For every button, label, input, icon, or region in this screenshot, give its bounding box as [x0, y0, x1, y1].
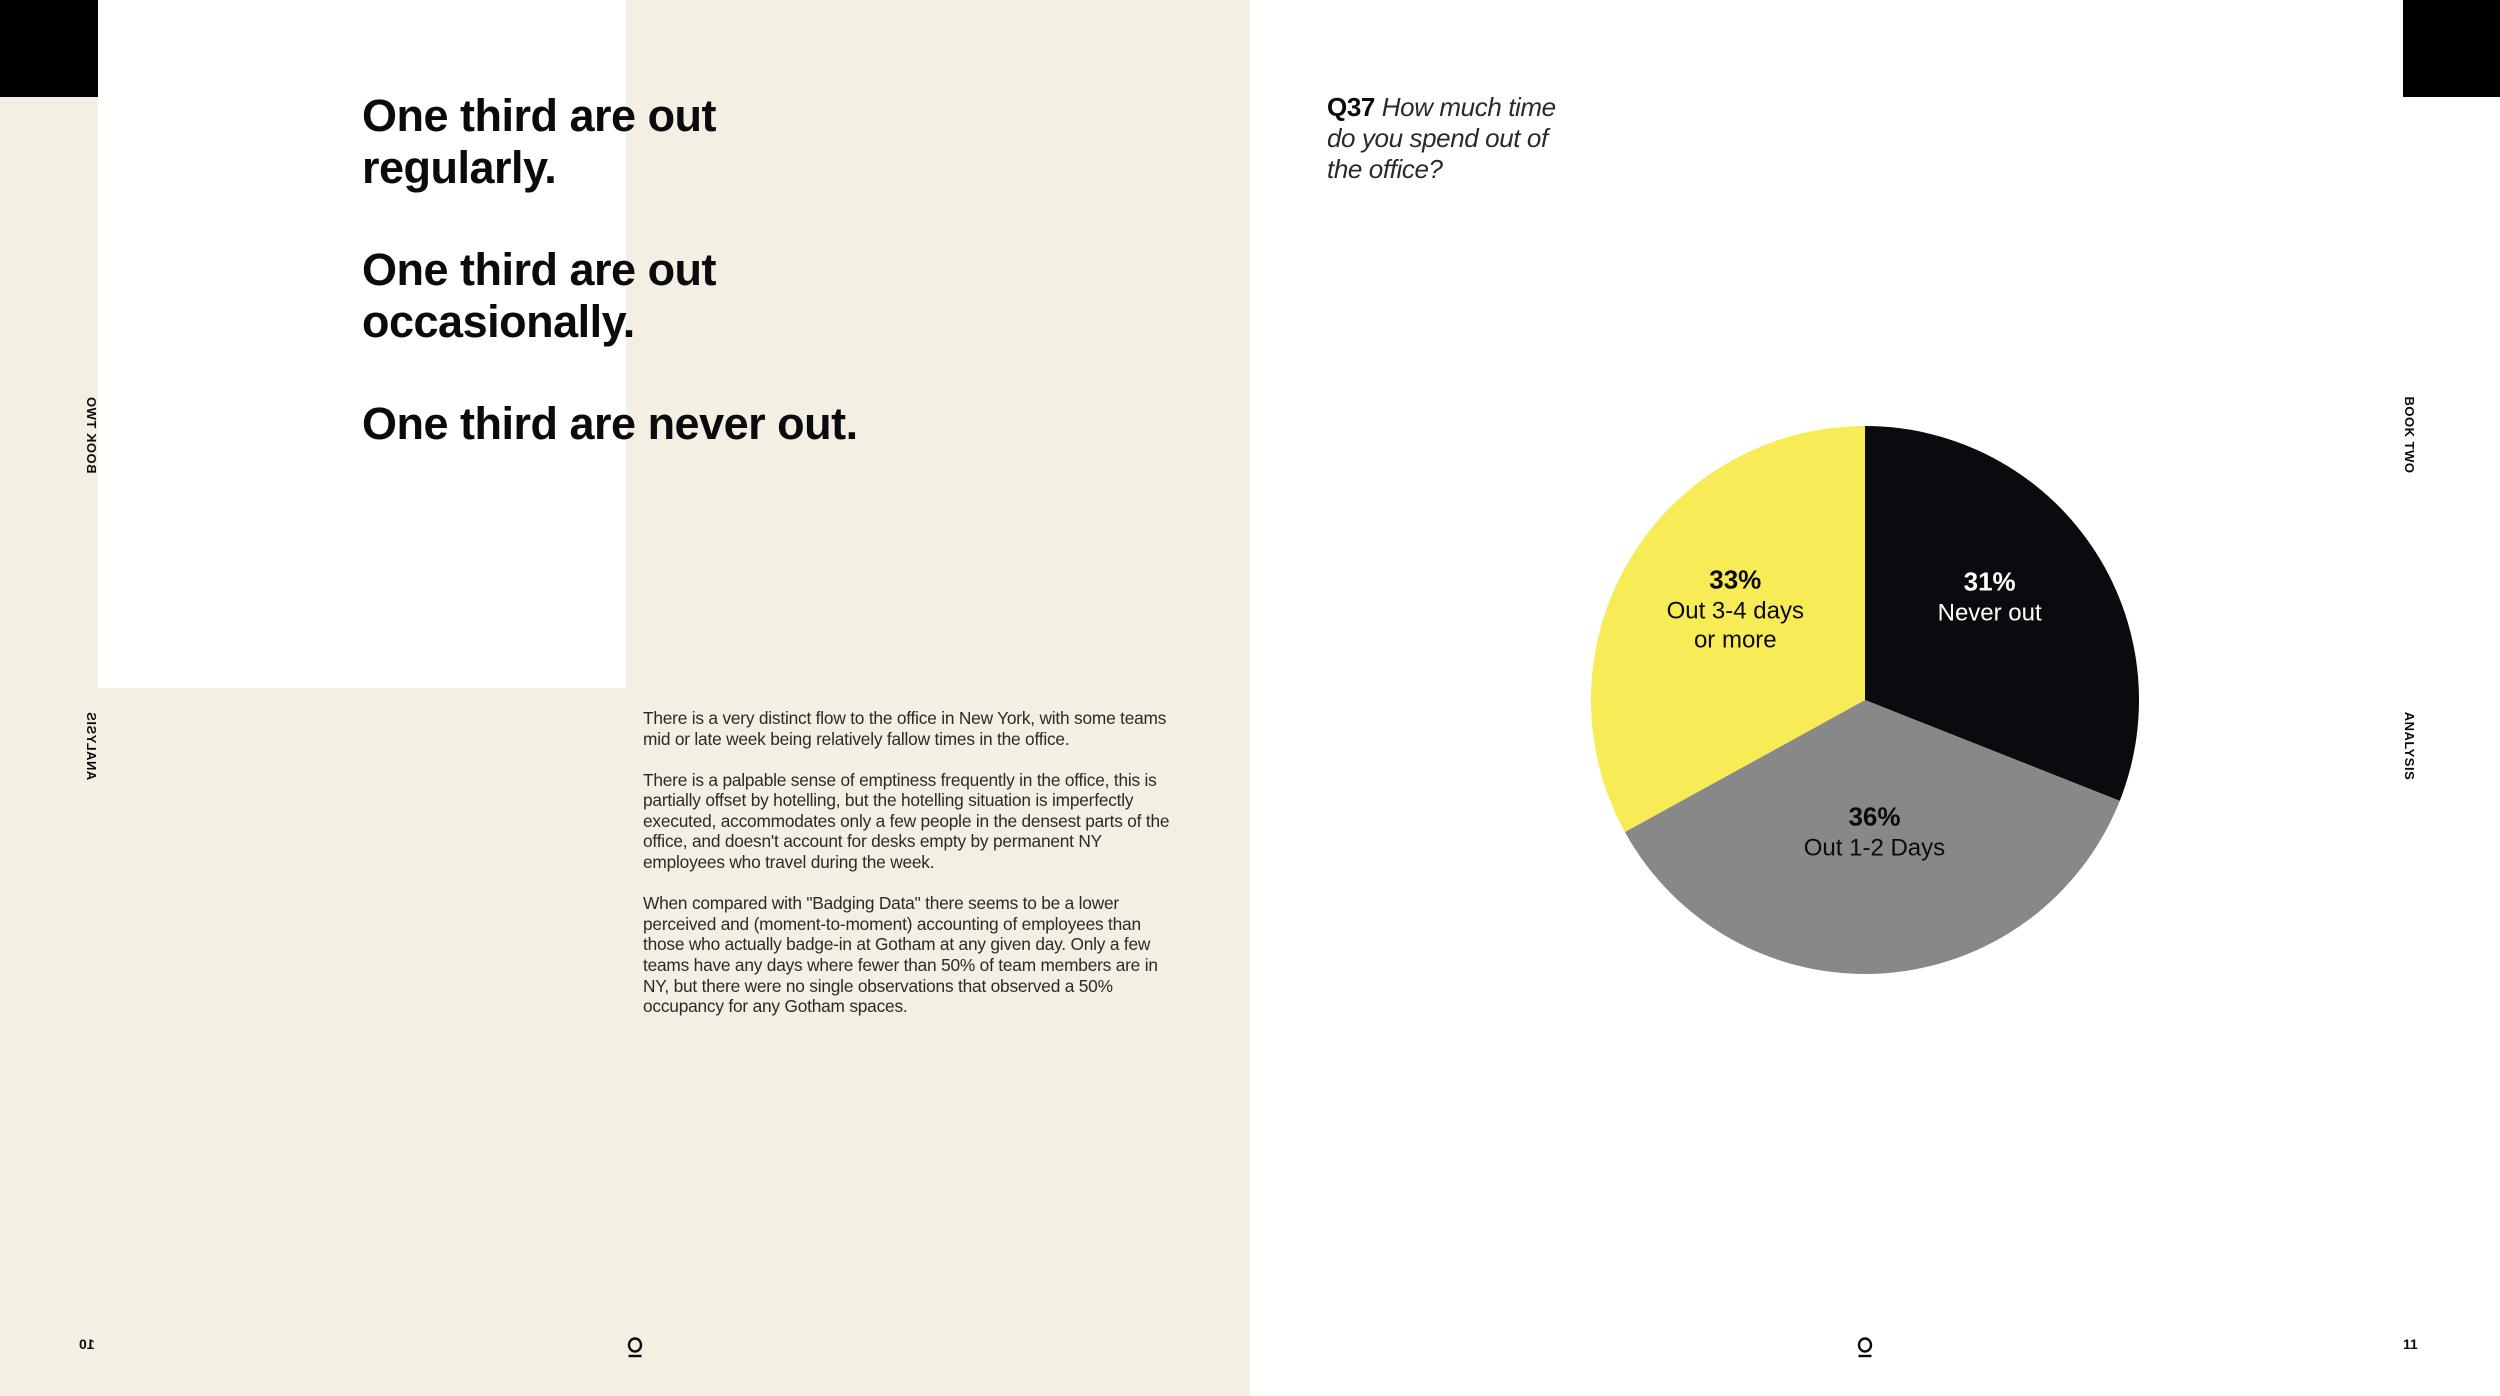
pie-category-label-2: Out 3-4 days: [1666, 597, 1804, 625]
side-label-analysis-right: ANALYSIS: [2402, 711, 2417, 781]
pie-category-label-1: Out 1-2 Days: [1803, 834, 1946, 862]
page-number-left-text: 10: [79, 1336, 95, 1352]
logo-mark-icon: [1857, 1337, 1873, 1359]
paragraph-1: There is a very distinct flow to the office in New York, with some teams mid or late week being relatively fallow times in the office.: [643, 708, 1167, 749]
question: [1327, 92, 1587, 185]
side-label-book-right: BOOK TWO: [2402, 396, 2417, 474]
pie-category-label-0: Never out: [1937, 599, 2042, 627]
page-number-left: [79, 1336, 95, 1352]
headline-line-1: One third are out regularly.: [362, 90, 717, 193]
corner-tab-left: [0, 0, 98, 97]
body-text: [643, 708, 1183, 1037]
headline: [362, 90, 882, 500]
page-number-right: 11: [2403, 1336, 2418, 1352]
headline-line-2: One third are out occasionally.: [362, 244, 717, 347]
paragraph-2: There is a palpable sense of emptiness frequently in the office, this is partially offset by hotelling, but the hotelling situation is imperfectly executed, accommodates only a few people in the densest parts of the office, and doesn't account for desks empty by permanent NY employees who travel during the week.: [643, 769, 1170, 873]
pie-percent-label-2: 33%: [1709, 564, 1762, 595]
question-number: Q37: [1327, 92, 1375, 122]
paragraph-3: When compared with "Badging Data" there seems to be a lower perceived and (moment-to-moment) accounting of employees than those who actually badge-in at Gotham at any given day. Only a few teams have any days where fewer than 50% of team members are in NY, but there were no single observations that observed a 50% occupancy for any Gotham spaces.: [643, 893, 1158, 1017]
question-text: How much time do you spend out of the office?: [1327, 92, 1556, 184]
side-label-analysis-left: ANALYSIS: [84, 711, 99, 781]
logo-mark-icon: [627, 1337, 643, 1359]
corner-tab-right: [2403, 0, 2500, 97]
pie-percent-label-0: 31%: [1963, 566, 2016, 597]
pie-category-label-2: or more: [1693, 626, 1777, 654]
headline-line-3: One third are never out.: [362, 398, 858, 449]
pie-chart: [1550, 400, 2150, 1000]
side-label-book-left: BOOK TWO: [84, 396, 99, 474]
pie-percent-label-1: 36%: [1848, 801, 1901, 832]
